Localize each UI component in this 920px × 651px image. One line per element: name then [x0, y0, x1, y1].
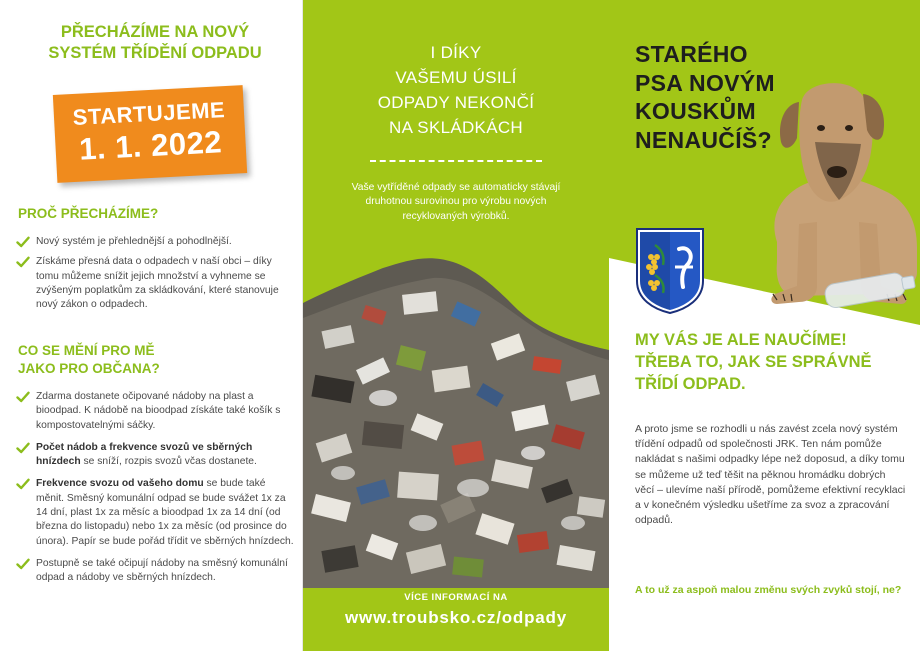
check-icon: [16, 256, 30, 268]
check-icon: [16, 478, 30, 490]
list-item-bold: Frekvence svozu od vašeho domu: [36, 478, 204, 490]
start-date-badge: [53, 85, 247, 183]
middle-panel: [303, 0, 609, 651]
check-icon: [16, 236, 30, 248]
website-link[interactable]: www.troubsko.cz/odpady: [345, 608, 567, 627]
middle-title: [303, 40, 609, 140]
middle-title-line: ODPADY NEKONČÍ: [377, 93, 535, 112]
right-closing-question: A to už za aspoň malou změnu svých zvyků stojí, ne?: [635, 584, 902, 596]
list-item: [16, 477, 294, 548]
check-icon: [16, 391, 30, 403]
list-item: [16, 441, 294, 470]
list-item-text: Nový systém je přehlednější a pohodlnější.: [36, 236, 232, 247]
list-item-text: Zdarma dostanete očipované nádoby na plast a bioodpad. K nádobě na bioodpad získáte také košík s kompostovatelnými sáčky.: [36, 391, 281, 431]
change-title-line-1: CO SE MĚNÍ PRO MĚ: [18, 343, 155, 358]
start-label: STARTUJEME: [72, 97, 226, 131]
header-title-line-1: PŘECHÁZÍME NA NOVÝ: [60, 23, 250, 41]
middle-text: Vaše vytříděné odpady se automaticky stávají druhotnou surovinou pro výrobu nových recyklovaných výrobků.: [351, 182, 561, 222]
right-title-line: STARÉHO: [635, 41, 748, 67]
dog-image: [747, 72, 920, 316]
check-icon: [16, 558, 30, 570]
right-subtitle-line: TŘÍDÍ ODPAD.: [635, 375, 746, 393]
why-list: [16, 235, 294, 312]
header-title-line-2: SYSTÉM TŘÍDĚNÍ ODPADU: [48, 44, 262, 62]
list-item-bold: Počet nádob a frekvence svozů ve sběrných hnízdech: [36, 441, 253, 468]
right-title-line: KOUSKŮM: [635, 98, 756, 124]
why-section-title: PROČ PŘECHÁZÍME?: [18, 206, 159, 221]
right-title-line: NENAUČÍŠ?: [635, 126, 772, 153]
right-subtitle: [635, 329, 910, 395]
check-icon: [16, 442, 30, 454]
middle-title-line: I DÍKY: [430, 43, 482, 62]
left-panel: [0, 0, 303, 651]
change-list: [16, 390, 294, 586]
list-item: [16, 235, 294, 249]
right-subtitle-line: MY VÁS JE ALE NAUČÍME!: [635, 331, 847, 349]
list-item: [16, 390, 294, 433]
list-item-text: Postupně se také očipují nádoby na směsný komunální odpad a nádoby ve sběrných hnízdech.: [36, 557, 288, 584]
middle-title-line: VAŠEMU ÚSILÍ: [395, 68, 517, 87]
waste-pile-image: [303, 248, 609, 588]
right-body-text: A proto jsme se rozhodli u nás zavést zcela nový systém třídění odpadů od společnosti JRK. Ten nám pomůže nakládat s našimi odpadky lépe než doposud, a díky tomu se můžeme už teď těšit na pěknou hromádku dobrých věcí – ulevíme naší přírodě, pomůžeme efektivní recyklaci a v konečném výsledku ušetříme za svoz a zpracování odpadů.: [635, 423, 906, 527]
middle-title-line: NA SKLÁDKÁCH: [389, 118, 523, 137]
change-title-line-2: JAKO PRO OBČANA?: [18, 361, 160, 376]
right-subtitle-line: TŘEBA TO, JAK SE SPRÁVNĚ: [635, 353, 872, 371]
list-item: [16, 255, 294, 312]
list-item-text: se sníží, rozpis svozů včas dostanete.: [80, 456, 257, 468]
change-section-title: [18, 342, 160, 378]
municipal-coat-of-arms: [635, 227, 705, 314]
right-title-line: PSA NOVÝM: [635, 69, 775, 96]
start-date: 1. 1. 2022: [78, 124, 223, 167]
dashed-divider: [370, 160, 542, 162]
list-item-text: Získáme přesná data o odpadech v naší obci – díky tomu můžeme snížit jejich množství a vyhneme se zvýšeným poplatkům za skládkování, které stanovuje nový zákon o odpadech.: [36, 256, 279, 311]
list-item-text: se bude také měnit. Směsný komunální odpad se bude svážet 1x za 14 dní, plast 1x za měsíc a bioodpad 1x za 14 dní (od března do listopadu) nebo 1x za měsíc (od prosince do února). Papír se bude pořád třídit ve sběrných hnízdech.: [36, 478, 294, 547]
right-panel: [609, 0, 920, 651]
list-item: [16, 557, 294, 586]
header-title: [20, 22, 290, 64]
more-info-label: VÍCE INFORMACÍ NA: [404, 592, 508, 603]
